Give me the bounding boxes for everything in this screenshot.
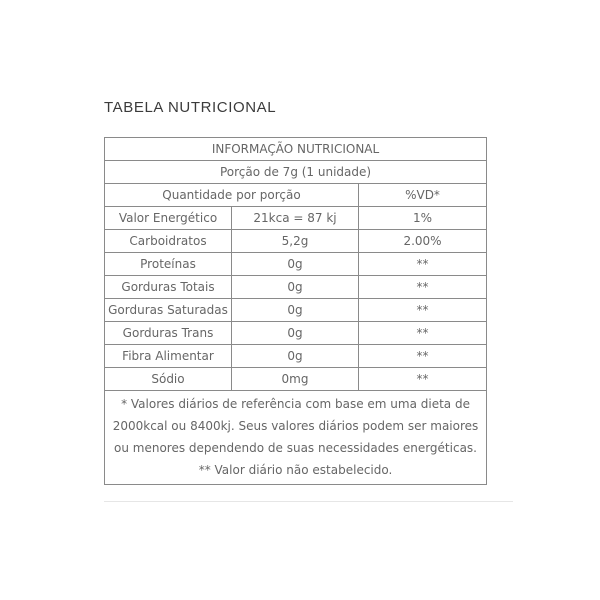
- nutrient-name: Sódio: [105, 368, 232, 391]
- section-title: TABELA NUTRICIONAL: [104, 99, 277, 116]
- nutrient-vd: 2.00%: [359, 230, 487, 253]
- nutrient-vd: **: [359, 299, 487, 322]
- nutrient-amount: 0mg: [232, 368, 359, 391]
- nutrient-vd: 1%: [359, 207, 487, 230]
- table-row: [105, 299, 487, 322]
- nutrient-name: Gorduras Saturadas: [105, 299, 232, 322]
- footnote-reference: * Valores diários de referência com base em uma dieta de 2000kcal ou 8400kj. Seus valores diários podem ser maiores ou menores dependendo de suas necessidades energéticas.: [112, 397, 479, 455]
- nutrient-amount: 0g: [232, 345, 359, 368]
- table-row: [105, 230, 487, 253]
- nutrient-vd: **: [359, 368, 487, 391]
- footnotes: [105, 391, 487, 485]
- nutrient-name: Carboidratos: [105, 230, 232, 253]
- divider: [104, 501, 513, 502]
- nutrient-amount: 0g: [232, 322, 359, 345]
- table-row: [105, 368, 487, 391]
- header-quantity: Quantidade por porção: [105, 184, 359, 207]
- table-row: [105, 253, 487, 276]
- nutrient-vd: **: [359, 253, 487, 276]
- nutrient-name: Fibra Alimentar: [105, 345, 232, 368]
- table-row: [105, 276, 487, 299]
- nutrition-table: [104, 137, 487, 485]
- portion-row: [105, 161, 487, 184]
- table-row: [105, 207, 487, 230]
- footnote-row: [105, 391, 487, 485]
- nutrient-name: Proteínas: [105, 253, 232, 276]
- nutrient-amount: 0g: [232, 253, 359, 276]
- header-vd: %VD*: [359, 184, 487, 207]
- footnote-not-established: ** Valor diário não estabelecido.: [198, 463, 393, 477]
- nutrient-name: Valor Energético: [105, 207, 232, 230]
- table-row: [105, 322, 487, 345]
- nutrient-amount: 5,2g: [232, 230, 359, 253]
- nutrient-name: Gorduras Totais: [105, 276, 232, 299]
- table-title-row: [105, 138, 487, 161]
- nutrient-amount: 0g: [232, 276, 359, 299]
- nutrient-vd: **: [359, 322, 487, 345]
- portion-info: Porção de 7g (1 unidade): [105, 161, 487, 184]
- nutrient-vd: **: [359, 345, 487, 368]
- nutrient-amount: 21kca = 87 kj: [232, 207, 359, 230]
- table-title: INFORMAÇÃO NUTRICIONAL: [105, 138, 487, 161]
- nutrient-amount: 0g: [232, 299, 359, 322]
- table-row: [105, 345, 487, 368]
- header-row: [105, 184, 487, 207]
- nutrient-vd: **: [359, 276, 487, 299]
- nutrient-name: Gorduras Trans: [105, 322, 232, 345]
